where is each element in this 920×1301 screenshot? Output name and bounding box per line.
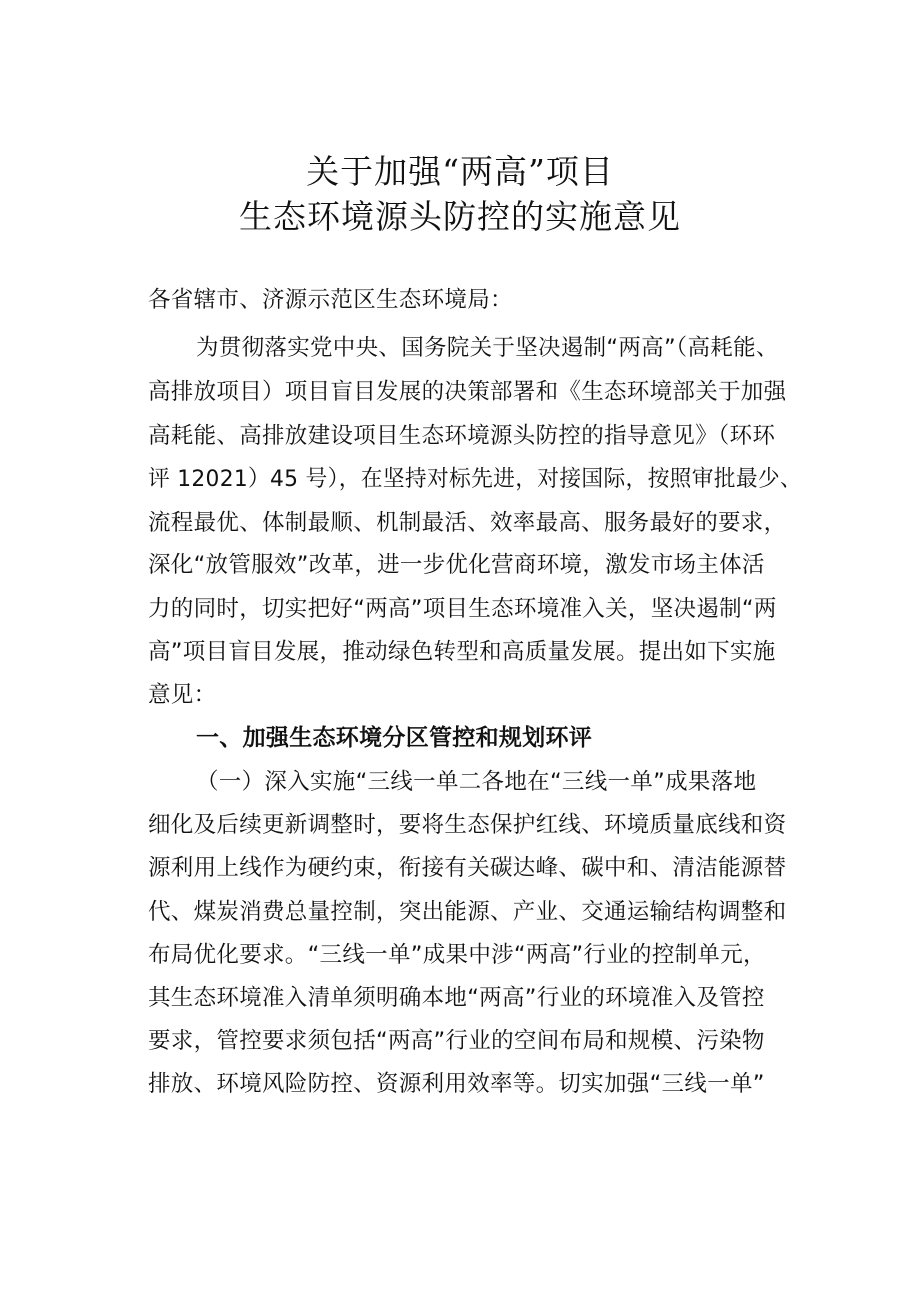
section1-line-1: （一）深入实施“三线一单二各地在“三线一单”成果落地 <box>196 769 757 795</box>
section1-line-2: 细化及后续更新调整时，要将生态保护红线、环境质量底线和资 <box>148 812 787 838</box>
section1-line-7: 要求，管控要求须包括“两高”行业的空间布局和规模、污染物 <box>148 1028 765 1054</box>
intro-line-8: 高”项目盲目发展，推动绿色转型和高质量发展。提出如下实施 <box>148 639 776 665</box>
section1-line-8: 排放、环境风险防控、资源利用效率等。切实加强“三线一单” <box>148 1071 765 1097</box>
section1-line-3: 源利用上线作为硬约束，衔接有关碳达峰、碳中和、清洁能源替 <box>148 855 787 881</box>
intro-line-1: 为贯彻落实党中央、国务院关于坚决遏制“两高”（高耗能、 <box>196 335 779 361</box>
intro-line-2: 高排放项目）项目盲目发展的决策部署和《生态环境部关于加强 <box>148 379 787 405</box>
intro-line-3: 高耗能、高排放建设项目生态环境源头防控的指导意见》（环环 <box>148 423 776 449</box>
document-title-line-1: 关于加强“两高”项目 <box>306 152 614 191</box>
section1-line-6: 其生态环境准入清单须明确本地“两高”行业的环境准入及管控 <box>148 985 765 1011</box>
intro-line-9: 意见： <box>148 682 217 708</box>
section1-line-4: 代、煤炭消费总量控制，突出能源、产业、交通运输结构调整和 <box>148 899 787 925</box>
section-heading-1: 一、加强生态环境分区管控和规划环评 <box>196 725 593 751</box>
intro-line-6: 深化“放管服效”改革，进一步优化营商环境，激发市场主体活 <box>148 552 765 578</box>
intro-line-5: 流程最优、体制最顺、机制最活、效率最高、服务最好的要求， <box>148 510 787 536</box>
section1-line-5: 布局优化要求。“三线一单”成果中涉“两高”行业的控制单元， <box>148 942 766 968</box>
intro-line-4: 评 12021）45 号），在坚持对标先进，对接国际，按照审批最少、 <box>148 466 802 492</box>
salutation: 各省辖市、济源示范区生态环境局： <box>148 287 513 313</box>
intro-line-7: 力的同时，切实把好“两高”项目生态环境准入关，坚决遏制“两 <box>148 596 777 622</box>
document-title-line-2: 生态环境源头防控的实施意见 <box>239 197 681 236</box>
